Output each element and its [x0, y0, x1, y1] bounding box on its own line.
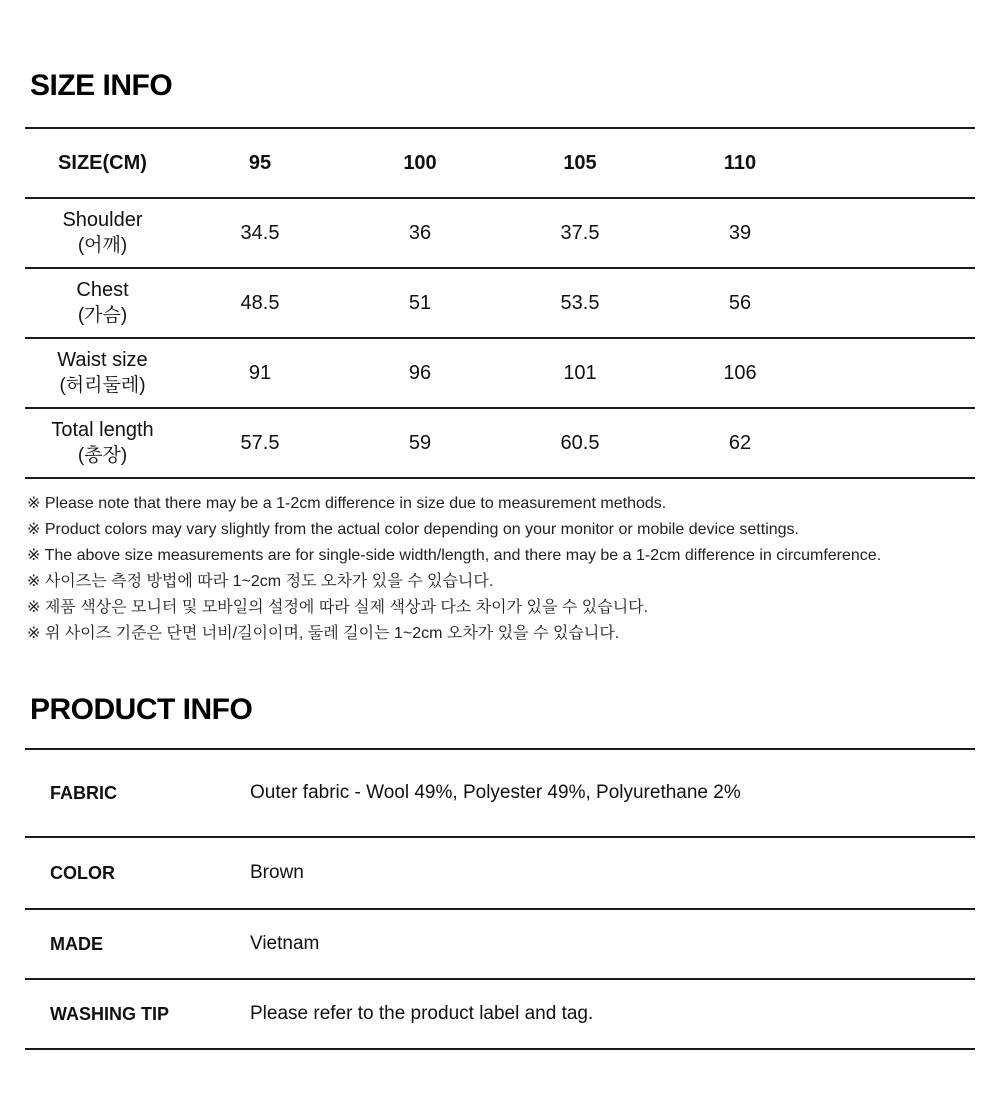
measure-name-en: Chest [76, 279, 129, 301]
product-info-value: Brown [250, 862, 304, 883]
size-info-title: SIZE INFO [30, 69, 173, 102]
measure-name-ko: (허리둘레) [59, 375, 146, 396]
product-info-label: MADE [50, 933, 103, 954]
size-header-95: 95 [248, 151, 272, 174]
size-header-110: 110 [723, 151, 757, 174]
size-cell: 91 [248, 361, 272, 384]
product-info-value: Vietnam [250, 933, 320, 954]
size-note-ko: ※ 사이즈는 측정 방법에 따라 1~2cm 정도 오차가 있을 수 있습니다. [27, 573, 494, 590]
size-cell-filler [820, 408, 975, 478]
size-note-en: ※ The above size measurements are for single-side width/length, and there may be a 1-2cm difference in circumference. [27, 547, 882, 564]
product-info-value: Please refer to the product label and tag. [250, 1003, 594, 1024]
measure-label-shoulder [25, 198, 180, 268]
size-note-ko: ※ 위 사이즈 기준은 단면 너비/길이이며, 둘레 길이는 1~2cm 오차가 있을 수 있습니다. [27, 625, 620, 642]
measure-label-total-length [25, 408, 180, 478]
size-cell-filler [820, 268, 975, 338]
measure-name-ko: (어깨) [77, 235, 128, 256]
size-cell: 106 [723, 361, 757, 384]
product-info-row-fabric [25, 750, 975, 838]
size-cell: 101 [563, 361, 597, 384]
size-cell: 53.5 [560, 291, 600, 314]
measure-label-chest [25, 268, 180, 338]
size-header-100: 100 [403, 151, 437, 174]
size-cell: 57.5 [240, 431, 280, 454]
size-cell: 36 [408, 221, 432, 244]
size-cell: 56 [728, 291, 752, 314]
product-info-row-made [25, 910, 975, 980]
size-cell: 51 [408, 291, 432, 314]
measure-name-en: Shoulder [62, 209, 143, 231]
size-cell: 48.5 [240, 291, 280, 314]
measure-name-ko: (가슴) [77, 305, 128, 326]
size-row-chest [25, 268, 975, 338]
product-info-table [25, 748, 975, 1050]
product-info-value: Outer fabric - Wool 49%, Polyester 49%, Polyurethane 2% [250, 782, 741, 803]
size-header-105: 105 [563, 151, 597, 174]
size-row-total-length [25, 408, 975, 478]
product-info-label: WASHING TIP [50, 1003, 170, 1024]
product-info-label: COLOR [50, 862, 115, 883]
size-note-ko: ※ 제품 색상은 모니터 및 모바일의 설정에 따라 실제 색상과 다소 차이가 있을 수 있습니다. [27, 599, 649, 616]
size-cell: 34.5 [240, 221, 280, 244]
measure-label-waist [25, 338, 180, 408]
measure-name-en: Total length [51, 419, 154, 441]
size-cell: 96 [408, 361, 432, 384]
measure-name-ko: (총장) [77, 445, 128, 466]
size-cell-filler [820, 198, 975, 268]
size-cell: 62 [728, 431, 752, 454]
size-header-filler [820, 128, 975, 198]
size-cell: 60.5 [560, 431, 600, 454]
size-row-waist [25, 338, 975, 408]
size-cell: 59 [408, 431, 432, 454]
product-info-label: FABRIC [50, 782, 117, 803]
size-header-label: SIZE(CM) [58, 151, 147, 174]
size-cell-filler [820, 338, 975, 408]
measure-name-en: Waist size [57, 349, 148, 371]
size-table-header-row [25, 128, 975, 198]
size-row-shoulder [25, 198, 975, 268]
product-info-title: PRODUCT INFO [30, 693, 253, 726]
size-note-en: ※ Product colors may vary slightly from the actual color depending on your monitor or mobile device settings. [27, 521, 799, 538]
product-info-row-color [25, 838, 975, 910]
size-note-en: ※ Please note that there may be a 1-2cm difference in size due to measurement methods. [27, 495, 667, 512]
size-table [25, 127, 975, 479]
size-cell: 37.5 [560, 221, 600, 244]
size-notes [27, 491, 1000, 647]
size-cell: 39 [728, 221, 752, 244]
product-info-row-washing-tip [25, 980, 975, 1050]
